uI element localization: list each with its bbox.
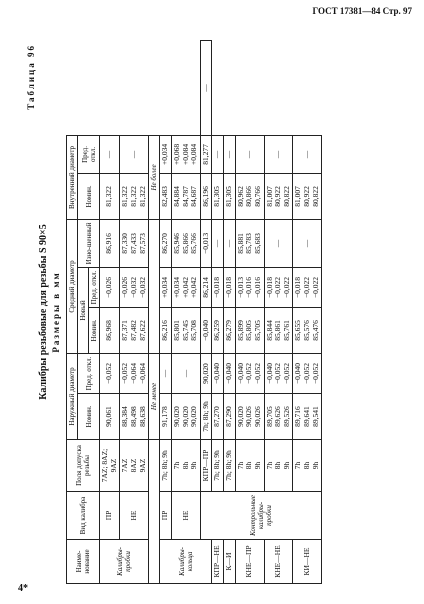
inner-nominal: 81,007 80,922 80,822 <box>264 173 293 219</box>
middle-nominal: 85,899 85,805 85,705 <box>235 307 264 353</box>
tolerance-field: 7h; 8h; 9h <box>212 440 224 492</box>
gauge-kind: НЕ <box>120 492 149 540</box>
outer-limit: −0,040 −0,052 −0,052 <box>264 353 293 393</box>
tolerance-field: 7h 8h 9h <box>235 440 264 492</box>
tolerance-field: 7h 8h 9h <box>293 440 322 492</box>
outer-limit: −0,040 <box>212 353 224 393</box>
inner-nominal: 81,305 <box>224 173 236 219</box>
outer-limit: −0,052 <box>100 353 120 393</box>
col-inner: Внутренний диаметр <box>67 135 78 219</box>
gauge-table <box>66 40 322 584</box>
outer-nominal: 90,020 <box>200 353 212 393</box>
middle-nominal: 87,371 87,482 87,622 <box>120 307 149 353</box>
col-outer-nom: Номин. <box>78 394 100 440</box>
outer-nominal: 87,290 <box>224 394 236 440</box>
note-spacer <box>149 440 160 584</box>
col-middle-worn: Изно-шенный <box>78 219 100 267</box>
middle-nominal: 86,259 <box>212 307 224 353</box>
table-row <box>120 41 149 584</box>
col-kind: Вид калибра <box>67 492 100 540</box>
col-middle-lim: Пред. откл. <box>89 267 100 307</box>
outer-limit: — <box>171 353 200 393</box>
table-row <box>160 41 172 584</box>
middle-worn: 85,946 85,866 85,766 <box>171 219 200 267</box>
table-row <box>200 41 212 584</box>
middle-nominal: 85,655 85,576 85,476 <box>293 307 322 353</box>
inner-limit: — <box>235 135 264 173</box>
gauge-kind: КПР—НЕ <box>212 540 224 584</box>
gauge-kind: КНЕ—ПР <box>235 540 264 584</box>
inner-nominal: 80,962 80,866 80,766 <box>235 173 264 219</box>
inner-limit: — <box>100 135 120 173</box>
inner-nominal: 82,483 <box>160 173 172 219</box>
middle-worn: 86,196 <box>200 173 212 219</box>
inner-nominal: 81,305 <box>212 173 224 219</box>
middle-limit: −0,026 −0,032 −0,032 <box>120 267 149 307</box>
inner-limit: — <box>293 135 322 173</box>
group-label: Контрольные калибры-пробки <box>200 492 322 540</box>
inner-limit: — <box>200 41 212 136</box>
col-middle-nom: Номин. <box>89 307 100 353</box>
tolerance-field: 7h 8h 9h <box>171 440 200 492</box>
tolerance-field: 7h; 8h; 9h <box>160 440 172 492</box>
tolerance-field: 7h; 8h; 9h <box>200 394 212 440</box>
gauge-kind: К—И <box>224 540 236 584</box>
inner-nominal: 81,322 81,322 81,322 <box>120 173 149 219</box>
tolerance-field: 7AZ 8AZ 9AZ <box>120 440 149 492</box>
middle-worn: 87,330 87,433 87,573 <box>120 219 149 267</box>
outer-nominal: 90,061 <box>100 394 120 440</box>
middle-worn: 85,881 85,783 85,683 <box>235 219 264 267</box>
middle-worn: — <box>293 219 322 267</box>
outer-limit: −0,040 −0,052 −0,052 <box>235 353 264 393</box>
outer-nominal: 90,020 90,020 90,020 <box>171 394 200 440</box>
gauge-kind: ПР <box>100 492 120 540</box>
col-inner-lim: Пред. откл. <box>78 135 100 173</box>
middle-limit: −0,018 −0,022 −0,022 <box>293 267 322 307</box>
outer-nominal: 89,705 89,626 89,526 <box>264 394 293 440</box>
page-header: ГОСТ 17381—84 Стр. 97 <box>312 6 412 16</box>
middle-worn: 86,270 <box>160 219 172 267</box>
middle-nominal: 85,844 85,861 85,761 <box>264 307 293 353</box>
inner-limit: — <box>224 135 236 173</box>
outer-limit: −0,040 <box>200 307 212 353</box>
middle-nominal: 86,968 <box>100 307 120 353</box>
table-number: Таблица 96 <box>26 44 36 110</box>
middle-limit: +0,034 <box>160 267 172 307</box>
note-spacer <box>149 219 160 353</box>
middle-limit: −0,026 <box>100 267 120 307</box>
middle-limit: −0,013 <box>200 219 212 267</box>
note-not-less: Не менее <box>149 353 160 439</box>
outer-limit: — <box>160 353 172 393</box>
inner-nominal: 81,277 <box>200 135 212 173</box>
inner-limit: — <box>264 135 293 173</box>
outer-limit: −0,040 <box>224 353 236 393</box>
inner-limit: +0,068 +0,084 +0,084 <box>171 135 200 173</box>
col-tolerance: Поля допуска резьбы <box>67 440 100 492</box>
tolerance-field: 7AZ; 8AZ; 9AZ <box>100 440 120 492</box>
tolerance-field: 7h 8h 9h <box>264 440 293 492</box>
middle-nominal: 86,216 <box>160 307 172 353</box>
inner-nominal: 81,007 80,922 80,822 <box>293 173 322 219</box>
units-caption: Размеры в мм <box>51 271 61 353</box>
gauge-kind: КПР—ПР <box>200 440 212 492</box>
middle-limit: −0,018 <box>212 267 224 307</box>
col-name: Наиме-нование <box>67 540 100 584</box>
tolerance-field: 7h; 8h; 9h <box>224 440 236 492</box>
inner-nominal: 81,322 <box>100 173 120 219</box>
gauge-kind: КНЕ—НЕ <box>264 540 293 584</box>
outer-nominal: 91,178 <box>160 394 172 440</box>
gauge-kind: НЕ <box>171 492 200 540</box>
col-outer: Наружный диаметр <box>67 353 78 439</box>
col-inner-nom: Номин. <box>78 173 100 219</box>
outer-limit: −0,040 −0,052 −0,052 <box>293 353 322 393</box>
gauge-kind: ПР <box>160 492 172 540</box>
middle-limit: −0,018 −0,022 −0,022 <box>264 267 293 307</box>
inner-limit: — <box>212 135 224 173</box>
rotated-page <box>24 40 420 584</box>
table-caption: Калибры резьбовые для резьбы S 90×5 <box>38 224 49 400</box>
middle-nominal: 86,279 <box>224 307 236 353</box>
col-middle-new: Новый <box>78 267 89 353</box>
inner-limit: +0,034 <box>160 135 172 173</box>
outer-nominal: 87,270 <box>212 394 224 440</box>
outer-nominal: 89,716 89,641 89,541 <box>293 394 322 440</box>
col-outer-lim: Пред. откл. <box>78 353 100 393</box>
inner-nominal: 84,884 84,787 84,687 <box>171 173 200 219</box>
note-not-more: Не более <box>149 135 160 219</box>
middle-worn: — <box>264 219 293 267</box>
middle-worn: — <box>212 219 224 267</box>
inner-limit: — <box>120 135 149 173</box>
middle-nominal: 86,214 <box>200 267 212 307</box>
middle-worn: 86,916 <box>100 219 120 267</box>
middle-limit: −0,018 <box>224 267 236 307</box>
middle-limit: −0,013 −0,016 −0,016 <box>235 267 264 307</box>
page-mark: 4* <box>18 583 28 594</box>
note-row <box>149 41 160 584</box>
table-row <box>100 41 120 584</box>
outer-nominal: 88,384 88,498 88,638 <box>120 394 149 440</box>
col-middle: Средний диаметр <box>67 219 78 353</box>
middle-limit: +0,034 +0,042 +0,042 <box>171 267 200 307</box>
table-row <box>171 41 200 584</box>
gauge-kind: КИ—НЕ <box>293 540 322 584</box>
group-label: Калибры-пробки <box>100 540 149 584</box>
middle-nominal: 85,801 85,745 85,708 <box>171 307 200 353</box>
group-label: Калибры-кольца <box>160 540 212 584</box>
middle-worn: — <box>224 219 236 267</box>
outer-limit: −0,052 −0,064 −0,064 <box>120 353 149 393</box>
outer-nominal: 90,020 90,026 90,026 <box>235 394 264 440</box>
